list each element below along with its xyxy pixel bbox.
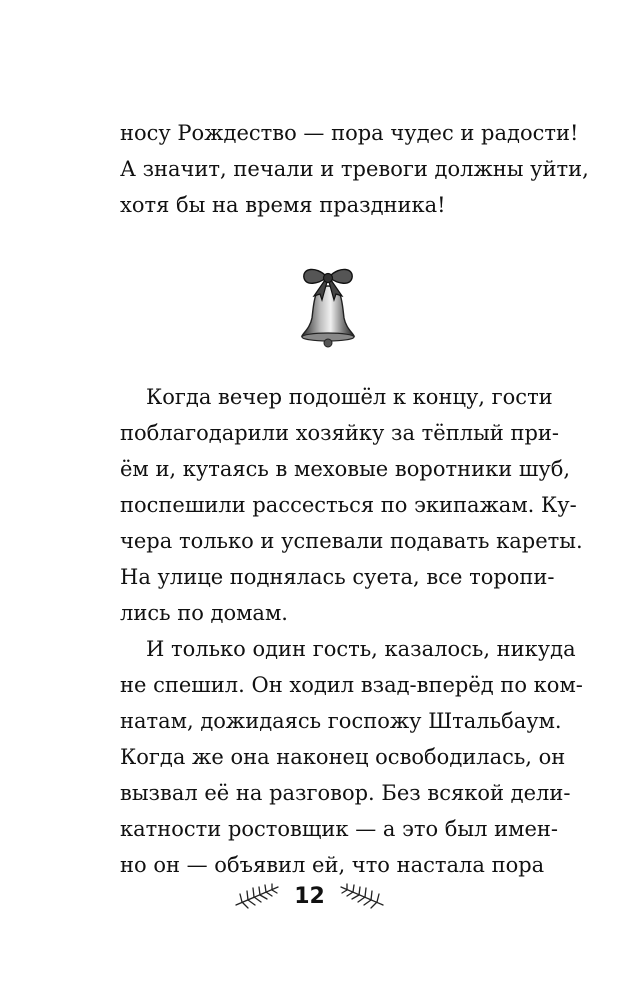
- text-line: И только один гость, казалось, никуда: [146, 637, 576, 661]
- text-line: носу Рождество — пора чудес и радости!: [120, 121, 579, 145]
- text-line: чера только и успевали подавать кареты.: [120, 529, 583, 553]
- text-line: А значит, печали и тревоги должны уйти,: [120, 157, 589, 181]
- page-number: 12: [294, 883, 325, 909]
- text-line: На улице поднялась суета, все торопи-: [120, 565, 555, 589]
- text-line: катности ростовщик — а это был имен-: [120, 817, 558, 841]
- pine-branch-icon: [234, 881, 280, 911]
- text-line: не спешил. Он ходил взад-вперёд по ком-: [120, 673, 583, 697]
- text-line: вызвал её на разговор. Без всякой дели-: [120, 781, 571, 805]
- text-line: лись по домам.: [120, 601, 288, 625]
- text-line: Когда вечер подошёл к концу, гости: [146, 385, 553, 409]
- text-line: но он — объявил ей, что настала пора: [120, 853, 545, 877]
- pine-branch-icon: [339, 881, 385, 911]
- page-footer: [0, 876, 619, 916]
- text-line: Когда же она наконец освободилась, он: [120, 745, 566, 769]
- text-line: хотя бы на время праздника!: [120, 193, 446, 217]
- text-line: поблагодарили хозяйку за тёплый при-: [120, 421, 559, 445]
- text-line: поспешили рассесться по экипажам. Ку-: [120, 493, 577, 517]
- bell-with-bow-icon: [296, 262, 360, 348]
- text-line: ём и, кутаясь в меховые воротники шуб,: [120, 457, 571, 481]
- text-line: натам, дожидаясь госпожу Штальбаум.: [120, 709, 562, 733]
